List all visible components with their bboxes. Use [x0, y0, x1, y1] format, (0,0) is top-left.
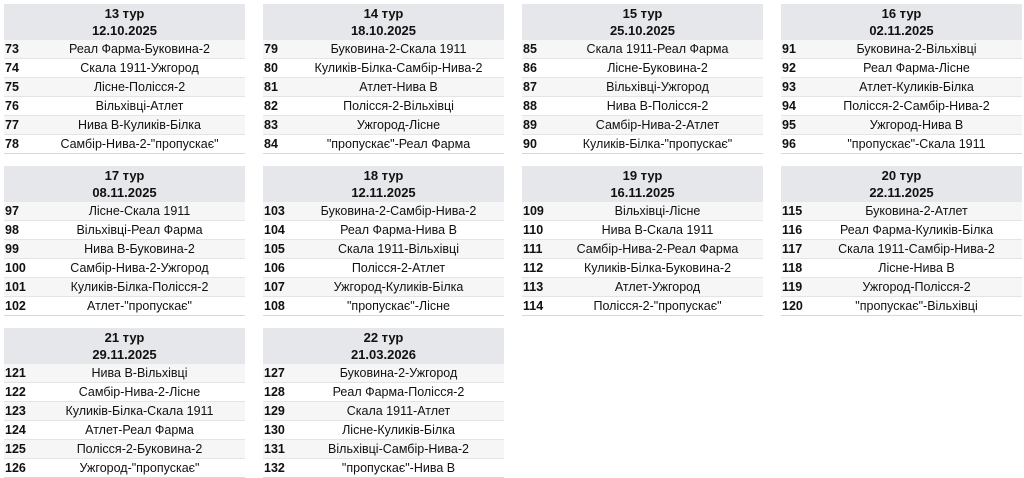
- match-row: [263, 440, 504, 459]
- match-teams: Вільхівці-Реал Фарма: [76, 223, 203, 237]
- match-teams: Нива В-Вільхівці: [91, 366, 188, 380]
- round-header: [263, 328, 504, 364]
- match-number: 108: [264, 299, 285, 313]
- round-date: 25.10.2025: [609, 23, 676, 38]
- match-number: 116: [782, 223, 803, 237]
- round-date: 29.11.2025: [92, 347, 157, 362]
- match-teams: Буковина-2-Ужгород: [339, 366, 458, 380]
- match-number: 75: [5, 80, 19, 94]
- match-number: 73: [5, 42, 19, 56]
- match-number: 86: [523, 61, 537, 75]
- match-row: [4, 278, 245, 297]
- match-number: 114: [523, 299, 544, 313]
- match-list: [263, 202, 504, 316]
- match-number: 90: [523, 137, 537, 151]
- match-row: [263, 97, 504, 116]
- match-teams: Реал Фарма-Полісся-2: [332, 385, 465, 399]
- match-number: 109: [523, 204, 544, 218]
- match-teams: Нива В-Куликів-Білка: [78, 118, 201, 132]
- match-row: [263, 40, 504, 59]
- round-header: [522, 4, 763, 40]
- match-teams: Вільхівці-Лісне: [614, 204, 701, 218]
- match-number: 107: [264, 280, 285, 294]
- match-row: [781, 297, 1022, 316]
- match-teams: Куликів-Білка-Скала 1911: [65, 404, 214, 418]
- match-row: [781, 202, 1022, 221]
- round-date: 18.10.2025: [350, 23, 417, 38]
- match-number: 88: [523, 99, 537, 113]
- match-teams: Полісся-2-Атлет: [351, 261, 446, 275]
- match-row: [522, 221, 763, 240]
- round-block: [263, 4, 504, 154]
- round-title: 16 тур: [881, 6, 922, 21]
- match-teams: Куликів-Білка-Буковина-2: [583, 261, 732, 275]
- match-row: [522, 40, 763, 59]
- match-row: [263, 421, 504, 440]
- match-number: 97: [5, 204, 19, 218]
- match-row: [522, 278, 763, 297]
- match-teams: Атлет-Ужгород: [614, 280, 701, 294]
- match-number: 118: [782, 261, 803, 275]
- match-row: [4, 402, 245, 421]
- match-teams: Нива В-Скала 1911: [601, 223, 714, 237]
- match-row: [263, 364, 504, 383]
- match-number: 120: [782, 299, 803, 313]
- match-number: 128: [264, 385, 285, 399]
- match-teams: Скала 1911-Ужгород: [80, 61, 199, 75]
- match-number: 102: [5, 299, 26, 313]
- round-date: 12.11.2025: [351, 185, 416, 200]
- match-number: 84: [264, 137, 278, 151]
- match-row: [522, 202, 763, 221]
- match-number: 124: [5, 423, 26, 437]
- match-teams: Скала 1911-Атлет: [346, 404, 451, 418]
- match-row: [4, 202, 245, 221]
- round-title: 14 тур: [363, 6, 404, 21]
- match-number: 76: [5, 99, 19, 113]
- match-teams: Реал Фарма-Буковина-2: [69, 42, 210, 56]
- match-number: 98: [5, 223, 19, 237]
- match-teams: Вільхівці-Ужгород: [606, 80, 709, 94]
- match-row: [4, 240, 245, 259]
- match-number: 78: [5, 137, 19, 151]
- match-row: [781, 116, 1022, 135]
- round-date: 12.10.2025: [91, 23, 158, 38]
- match-list: [781, 40, 1022, 154]
- match-row: [781, 135, 1022, 154]
- match-row: [4, 135, 245, 154]
- match-row: [522, 116, 763, 135]
- match-teams: Атлет-Нива В: [359, 80, 438, 94]
- match-number: 94: [782, 99, 796, 113]
- match-teams: Полісся-2-Вільхівці: [343, 99, 454, 113]
- match-number: 112: [523, 261, 544, 275]
- match-number: 117: [782, 242, 803, 256]
- match-row: [522, 240, 763, 259]
- round-header: [4, 4, 245, 40]
- match-row: [781, 259, 1022, 278]
- match-number: 96: [782, 137, 796, 151]
- match-teams: Самбір-Нива-2-Реал Фарма: [576, 242, 739, 256]
- match-row: [781, 278, 1022, 297]
- match-row: [4, 259, 245, 278]
- match-number: 106: [264, 261, 285, 275]
- match-teams: Куликів-Білка-Полісся-2: [70, 280, 209, 294]
- match-row: [4, 59, 245, 78]
- match-list: [4, 40, 245, 154]
- match-number: 93: [782, 80, 796, 94]
- match-number: 127: [264, 366, 285, 380]
- match-row: [4, 459, 245, 478]
- round-title: 17 тур: [104, 168, 145, 183]
- match-row: [4, 383, 245, 402]
- match-teams: Буковина-2-Скала 1911: [330, 42, 467, 56]
- match-row: [263, 202, 504, 221]
- round-block: [4, 4, 245, 154]
- match-teams: Лісне-Полісся-2: [93, 80, 186, 94]
- match-row: [263, 259, 504, 278]
- match-number: 100: [5, 261, 26, 275]
- match-row: [263, 278, 504, 297]
- match-row: [4, 364, 245, 383]
- match-row: [263, 297, 504, 316]
- match-row: [781, 59, 1022, 78]
- match-teams: Самбір-Нива-2-Ужгород: [70, 261, 209, 275]
- match-number: 121: [5, 366, 26, 380]
- match-teams: Нива В-Буковина-2: [84, 242, 195, 256]
- match-number: 95: [782, 118, 796, 132]
- match-row: [263, 383, 504, 402]
- match-row: [263, 135, 504, 154]
- match-teams: "пропускає"-Скала 1911: [847, 137, 986, 151]
- match-row: [522, 59, 763, 78]
- round-title: 15 тур: [622, 6, 663, 21]
- match-number: 110: [523, 223, 544, 237]
- match-list: [263, 364, 504, 478]
- round-block: [263, 166, 504, 316]
- round-block: [781, 166, 1022, 316]
- round-block: [522, 166, 763, 316]
- match-teams: Скала 1911-Самбір-Нива-2: [838, 242, 995, 256]
- match-number: 111: [523, 242, 543, 256]
- match-number: 126: [5, 461, 26, 475]
- match-row: [4, 297, 245, 316]
- match-number: 119: [782, 280, 803, 294]
- round-title: 18 тур: [363, 168, 404, 183]
- match-teams: Буковина-2-Вільхівці: [856, 42, 977, 56]
- match-teams: Реал Фарма-Куликів-Білка: [839, 223, 994, 237]
- match-number: 99: [5, 242, 19, 256]
- round-header: [4, 328, 245, 364]
- fixtures-grid: [4, 4, 1020, 478]
- round-block: [4, 328, 245, 478]
- round-title: 22 тур: [363, 330, 404, 345]
- match-list: [4, 364, 245, 478]
- match-row: [522, 78, 763, 97]
- round-title: 19 тур: [622, 168, 663, 183]
- match-teams: Куликів-Білка-Самбір-Нива-2: [314, 61, 483, 75]
- match-row: [781, 221, 1022, 240]
- match-teams: Самбір-Нива-2-Лісне: [78, 385, 201, 399]
- match-teams: Самбір-Нива-2-Атлет: [595, 118, 720, 132]
- match-teams: "пропускає"-Реал Фарма: [326, 137, 471, 151]
- match-number: 123: [5, 404, 26, 418]
- match-teams: "пропускає"-Нива В: [341, 461, 456, 475]
- match-number: 74: [5, 61, 19, 75]
- match-row: [263, 78, 504, 97]
- match-teams: Атлет-Куликів-Білка: [859, 80, 974, 94]
- round-header: [522, 166, 763, 202]
- match-teams: Атлет-"пропускає": [87, 299, 192, 313]
- match-list: [4, 202, 245, 316]
- round-block: [4, 166, 245, 316]
- match-row: [4, 40, 245, 59]
- match-teams: Полісся-2-"пропускає": [593, 299, 722, 313]
- match-number: 92: [782, 61, 796, 75]
- match-number: 87: [523, 80, 537, 94]
- match-row: [522, 259, 763, 278]
- match-teams: Буковина-2-Атлет: [865, 204, 968, 218]
- match-teams: Атлет-Реал Фарма: [85, 423, 194, 437]
- match-row: [781, 78, 1022, 97]
- match-teams: Ужгород-Нива В: [869, 118, 964, 132]
- match-row: [4, 116, 245, 135]
- round-title: 13 тур: [104, 6, 145, 21]
- match-number: 113: [523, 280, 544, 294]
- match-teams: Лісне-Нива В: [878, 261, 955, 275]
- match-number: 122: [5, 385, 26, 399]
- match-number: 132: [264, 461, 285, 475]
- round-date: 22.11.2025: [869, 185, 934, 200]
- match-list: [522, 202, 763, 316]
- match-teams: Полісся-2-Самбір-Нива-2: [843, 99, 990, 113]
- match-list: [263, 40, 504, 154]
- match-row: [781, 240, 1022, 259]
- match-list: [522, 40, 763, 154]
- match-row: [4, 421, 245, 440]
- match-number: 85: [523, 42, 537, 56]
- match-row: [263, 59, 504, 78]
- match-row: [4, 78, 245, 97]
- match-teams: Буковина-2-Самбір-Нива-2: [320, 204, 477, 218]
- match-row: [781, 97, 1022, 116]
- round-header: [263, 166, 504, 202]
- match-number: 82: [264, 99, 278, 113]
- match-teams: Скала 1911-Вільхівці: [337, 242, 459, 256]
- round-block: [263, 328, 504, 478]
- match-teams: Вільхівці-Атлет: [95, 99, 184, 113]
- round-title: 21 тур: [104, 330, 145, 345]
- round-date: 02.11.2025: [869, 23, 934, 38]
- round-date: 21.03.2026: [350, 347, 417, 362]
- match-number: 105: [264, 242, 285, 256]
- match-teams: Самбір-Нива-2-"пропускає": [60, 137, 219, 151]
- match-number: 131: [264, 442, 285, 456]
- match-row: [522, 97, 763, 116]
- match-teams: "пропускає"-Вільхівці: [855, 299, 978, 313]
- match-number: 89: [523, 118, 537, 132]
- round-header: [263, 4, 504, 40]
- match-number: 129: [264, 404, 285, 418]
- match-number: 101: [5, 280, 26, 294]
- match-row: [263, 459, 504, 478]
- match-row: [781, 40, 1022, 59]
- match-teams: Куликів-Білка-"пропускає": [582, 137, 733, 151]
- match-teams: Скала 1911-Реал Фарма: [586, 42, 729, 56]
- round-header: [781, 166, 1022, 202]
- match-number: 130: [264, 423, 285, 437]
- round-header: [781, 4, 1022, 40]
- match-number: 104: [264, 223, 285, 237]
- match-teams: Ужгород-"пропускає": [79, 461, 200, 475]
- match-teams: Нива В-Полісся-2: [606, 99, 709, 113]
- match-teams: "пропускає"-Лісне: [347, 299, 450, 313]
- match-teams: Лісне-Скала 1911: [88, 204, 191, 218]
- round-header: [4, 166, 245, 202]
- match-teams: Реал Фарма-Лісне: [863, 61, 970, 75]
- match-number: 79: [264, 42, 278, 56]
- match-teams: Полісся-2-Буковина-2: [76, 442, 203, 456]
- match-row: [522, 297, 763, 316]
- match-row: [522, 135, 763, 154]
- match-teams: Ужгород-Полісся-2: [862, 280, 971, 294]
- match-row: [263, 240, 504, 259]
- round-title: 20 тур: [881, 168, 922, 183]
- match-number: 103: [264, 204, 285, 218]
- match-row: [4, 221, 245, 240]
- match-teams: Вільхівці-Самбір-Нива-2: [328, 442, 469, 456]
- match-number: 77: [5, 118, 19, 132]
- match-teams: Лісне-Буковина-2: [607, 61, 708, 75]
- match-teams: Реал Фарма-Нива В: [340, 223, 457, 237]
- match-row: [4, 440, 245, 459]
- match-list: [781, 202, 1022, 316]
- match-number: 115: [782, 204, 803, 218]
- match-row: [263, 402, 504, 421]
- match-number: 125: [5, 442, 26, 456]
- round-date: 16.11.2025: [610, 185, 675, 200]
- match-teams: Ужгород-Лісне: [356, 118, 441, 132]
- round-date: 08.11.2025: [92, 185, 157, 200]
- match-teams: Лісне-Куликів-Білка: [342, 423, 455, 437]
- match-row: [4, 97, 245, 116]
- match-number: 81: [264, 80, 278, 94]
- match-row: [263, 116, 504, 135]
- match-row: [263, 221, 504, 240]
- round-block: [781, 4, 1022, 154]
- round-block: [522, 4, 763, 154]
- match-number: 91: [782, 42, 796, 56]
- match-number: 80: [264, 61, 278, 75]
- match-number: 83: [264, 118, 278, 132]
- match-teams: Ужгород-Куликів-Білка: [333, 280, 464, 294]
